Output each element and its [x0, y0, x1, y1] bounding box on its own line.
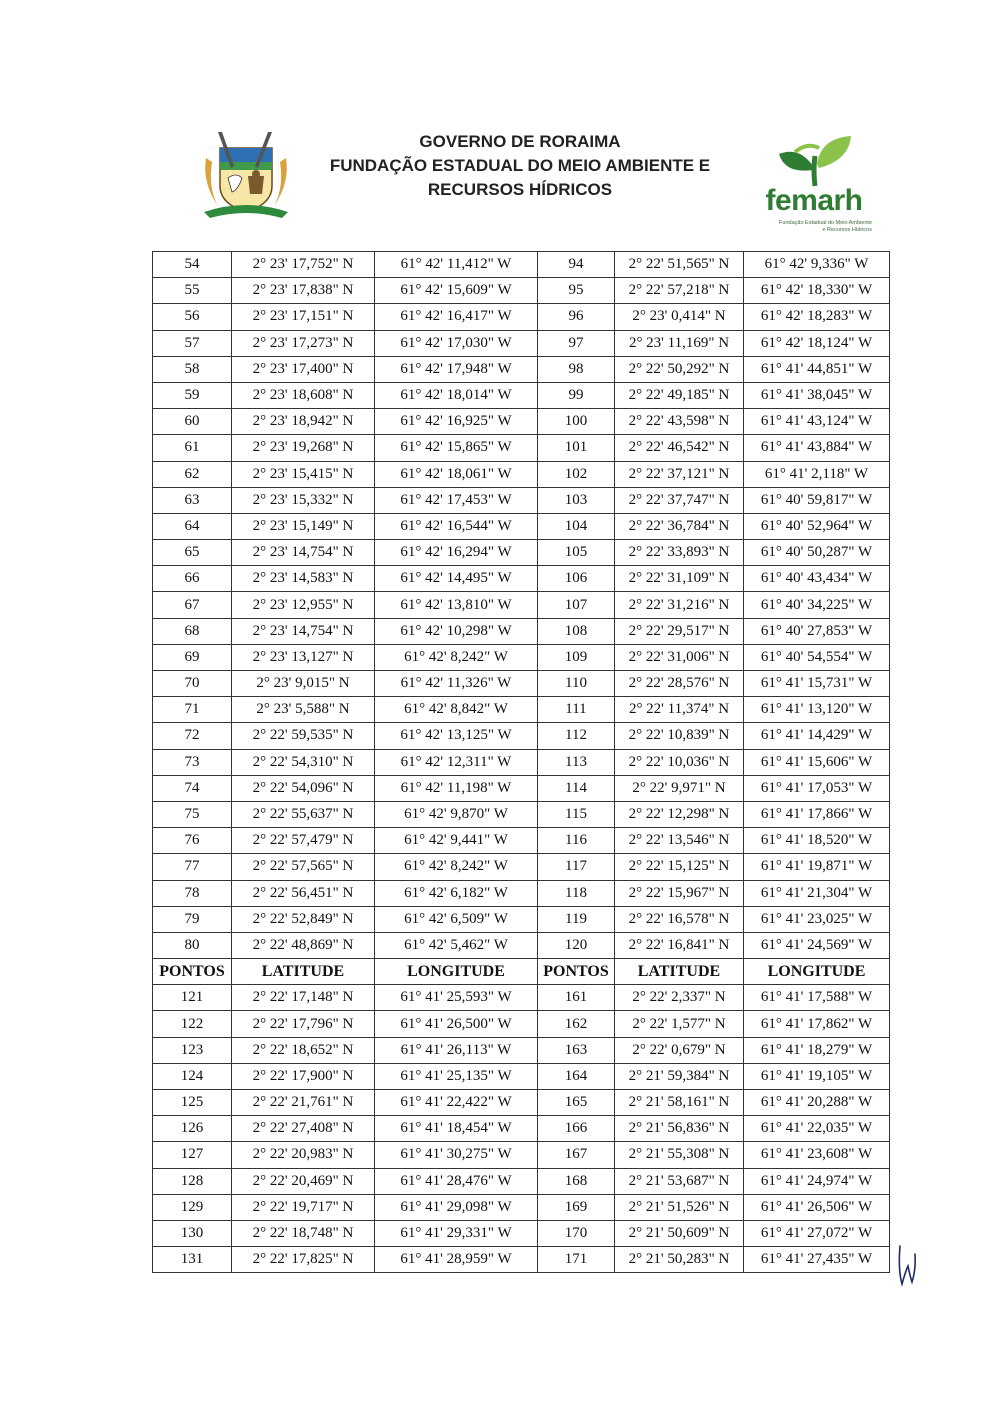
table-cell: 95: [538, 278, 615, 304]
roraima-state-crest-icon: [198, 128, 294, 224]
table-cell: 2° 23' 17,838" N: [232, 278, 375, 304]
table-cell: 61° 42' 17,453" W: [375, 487, 538, 513]
table-cell: 104: [538, 513, 615, 539]
table-cell: 2° 23' 11,169" N: [615, 330, 744, 356]
table-cell: 102: [538, 461, 615, 487]
table-cell: 125: [153, 1090, 232, 1116]
table-cell: 2° 23' 15,332" N: [232, 487, 375, 513]
table-cell: 2° 22' 36,784" N: [615, 513, 744, 539]
table-row: [153, 932, 890, 958]
table-cell: 2° 22' 59,535" N: [232, 723, 375, 749]
table-cell: 117: [538, 854, 615, 880]
table-cell: 96: [538, 304, 615, 330]
table-cell: 2° 22' 56,451" N: [232, 880, 375, 906]
table-cell: 61° 41' 20,288" W: [744, 1090, 890, 1116]
table-cell: 61° 41' 18,454" W: [375, 1116, 538, 1142]
table-cell: 67: [153, 592, 232, 618]
table-cell: 61° 40' 59,817" W: [744, 487, 890, 513]
table-row: [153, 697, 890, 723]
table-cell: 61° 42' 8,242" W: [375, 644, 538, 670]
table-cell: 61° 41' 13,120" W: [744, 697, 890, 723]
table-row: [153, 1011, 890, 1037]
tagline-line-2: e Recursos Hídricos: [822, 226, 872, 233]
table-cell: 61° 42' 18,061" W: [375, 461, 538, 487]
table-cell: 2° 22' 37,121" N: [615, 461, 744, 487]
table-cell: 73: [153, 749, 232, 775]
table-cell: 2° 23' 17,273" N: [232, 330, 375, 356]
table-cell: 131: [153, 1247, 232, 1273]
table-cell: 61° 42' 17,030" W: [375, 330, 538, 356]
table-cell: 2° 22' 55,637" N: [232, 801, 375, 827]
table-cell: 76: [153, 828, 232, 854]
table-cell: 2° 22' 49,185" N: [615, 382, 744, 408]
table-cell: 105: [538, 540, 615, 566]
table-cell: 2° 21' 51,526" N: [615, 1194, 744, 1220]
table-cell: 60: [153, 409, 232, 435]
table-cell: 61° 42' 11,198" W: [375, 775, 538, 801]
table-cell: 71: [153, 697, 232, 723]
table-cell: 2° 23' 12,955" N: [232, 592, 375, 618]
table-cell: 162: [538, 1011, 615, 1037]
table-cell: 112: [538, 723, 615, 749]
table-cell: 165: [538, 1090, 615, 1116]
table-cell: 61° 42' 13,125" W: [375, 723, 538, 749]
table-cell: 2° 21' 56,836" N: [615, 1116, 744, 1142]
table-cell: 98: [538, 356, 615, 382]
table-row: [153, 435, 890, 461]
table-cell: 65: [153, 540, 232, 566]
table-cell: 61° 41' 18,279" W: [744, 1037, 890, 1063]
table-row: [153, 749, 890, 775]
table-cell: 61° 41' 17,866" W: [744, 801, 890, 827]
table-cell: 63: [153, 487, 232, 513]
table-row: [153, 906, 890, 932]
table-cell: 2° 22' 16,841" N: [615, 932, 744, 958]
table-row: [153, 540, 890, 566]
table-row: [153, 1116, 890, 1142]
table-cell: 109: [538, 644, 615, 670]
table-cell: 101: [538, 435, 615, 461]
table-cell: 75: [153, 801, 232, 827]
column-header: LONGITUDE: [744, 959, 890, 985]
table-cell: 2° 22' 12,298" N: [615, 801, 744, 827]
table-cell: 121: [153, 985, 232, 1011]
table-row: [153, 775, 890, 801]
table-row: [153, 1247, 890, 1273]
table-cell: 2° 22' 11,374" N: [615, 697, 744, 723]
table-cell: 2° 22' 1,577" N: [615, 1011, 744, 1037]
table-cell: 78: [153, 880, 232, 906]
table-cell: 114: [538, 775, 615, 801]
table-cell: 61° 41' 29,331" W: [375, 1220, 538, 1246]
table-cell: 61° 42' 9,441" W: [375, 828, 538, 854]
table-row: [153, 1168, 890, 1194]
table-cell: 61° 41' 19,871" W: [744, 854, 890, 880]
table-cell: 61° 42' 13,810" W: [375, 592, 538, 618]
table-cell: 61° 42' 15,865" W: [375, 435, 538, 461]
table-cell: 61° 41' 17,053" W: [744, 775, 890, 801]
column-header: LONGITUDE: [375, 959, 538, 985]
table-row: [153, 1142, 890, 1168]
coordinates-table: [152, 251, 890, 1273]
table-cell: 80: [153, 932, 232, 958]
table-row: [153, 513, 890, 539]
table-cell: 61° 41' 24,974" W: [744, 1168, 890, 1194]
table-cell: 129: [153, 1194, 232, 1220]
table-cell: 2° 22' 18,652" N: [232, 1037, 375, 1063]
table-cell: 61° 41' 21,304" W: [744, 880, 890, 906]
table-cell: 2° 22' 17,825" N: [232, 1247, 375, 1273]
table-row: [153, 1194, 890, 1220]
column-header: PONTOS: [153, 959, 232, 985]
table-cell: 124: [153, 1063, 232, 1089]
table-cell: 113: [538, 749, 615, 775]
table-cell: 2° 22' 20,983" N: [232, 1142, 375, 1168]
table-cell: 2° 23' 14,754" N: [232, 540, 375, 566]
table-cell: 61° 42' 16,417" W: [375, 304, 538, 330]
table-cell: 2° 23' 15,149" N: [232, 513, 375, 539]
table-cell: 2° 23' 17,752" N: [232, 252, 375, 278]
table-cell: 61° 42' 16,544" W: [375, 513, 538, 539]
table-cell: 2° 21' 50,283" N: [615, 1247, 744, 1273]
table-cell: 61° 40' 43,434" W: [744, 566, 890, 592]
femarh-logo-word: femarh: [765, 184, 863, 217]
table-cell: 126: [153, 1116, 232, 1142]
table-cell: 61° 41' 25,593" W: [375, 985, 538, 1011]
table-cell: 2° 21' 59,384" N: [615, 1063, 744, 1089]
table-cell: 61° 41' 2,118" W: [744, 461, 890, 487]
table-row: [153, 801, 890, 827]
table-cell: 2° 22' 20,469" N: [232, 1168, 375, 1194]
table-cell: 2° 22' 27,408" N: [232, 1116, 375, 1142]
table-header-row: [153, 959, 890, 985]
table-cell: 111: [538, 697, 615, 723]
table-cell: 61° 41' 30,275" W: [375, 1142, 538, 1168]
table-row: [153, 356, 890, 382]
table-cell: 169: [538, 1194, 615, 1220]
table-cell: 2° 22' 57,479" N: [232, 828, 375, 854]
table-cell: 97: [538, 330, 615, 356]
table-cell: 66: [153, 566, 232, 592]
table-cell: 2° 22' 2,337" N: [615, 985, 744, 1011]
table-cell: 61° 41' 14,429" W: [744, 723, 890, 749]
table-cell: 2° 22' 37,747" N: [615, 487, 744, 513]
title-line-2: FUNDAÇÃO ESTADUAL DO MEIO AMBIENTE E: [329, 156, 711, 175]
table-cell: 61° 41' 17,588" W: [744, 985, 890, 1011]
table-cell: 2° 23' 18,608" N: [232, 382, 375, 408]
table-cell: 2° 22' 57,218" N: [615, 278, 744, 304]
table-row: [153, 252, 890, 278]
table-cell: 2° 22' 57,565" N: [232, 854, 375, 880]
table-cell: 61° 42' 8,842" W: [375, 697, 538, 723]
table-cell: 69: [153, 644, 232, 670]
table-cell: 74: [153, 775, 232, 801]
table-row: [153, 644, 890, 670]
table-cell: 2° 22' 31,109" N: [615, 566, 744, 592]
table-cell: 2° 22' 31,216" N: [615, 592, 744, 618]
table-cell: 2° 22' 0,679" N: [615, 1037, 744, 1063]
table-cell: 168: [538, 1168, 615, 1194]
table-cell: 56: [153, 304, 232, 330]
table-cell: 115: [538, 801, 615, 827]
table-row: [153, 1220, 890, 1246]
table-cell: 100: [538, 409, 615, 435]
table-cell: 64: [153, 513, 232, 539]
table-cell: 61° 42' 18,014" W: [375, 382, 538, 408]
title-line-3: RECURSOS HÍDRICOS: [427, 180, 613, 199]
table-row: [153, 409, 890, 435]
table-row: [153, 1063, 890, 1089]
table-cell: 59: [153, 382, 232, 408]
table-cell: 103: [538, 487, 615, 513]
document-header: [0, 0, 1000, 250]
table-cell: 2° 23' 0,414" N: [615, 304, 744, 330]
table-row: [153, 1090, 890, 1116]
table-cell: 61° 42' 18,283" W: [744, 304, 890, 330]
table-cell: 123: [153, 1037, 232, 1063]
table-cell: 61° 40' 34,225" W: [744, 592, 890, 618]
column-header: PONTOS: [538, 959, 615, 985]
table-cell: 61° 42' 14,495" W: [375, 566, 538, 592]
table-cell: 2° 22' 17,796" N: [232, 1011, 375, 1037]
table-cell: 106: [538, 566, 615, 592]
table-row: [153, 304, 890, 330]
table-row: [153, 461, 890, 487]
table-cell: 61° 42' 11,326" W: [375, 671, 538, 697]
table-cell: 99: [538, 382, 615, 408]
table-cell: 2° 21' 55,308" N: [615, 1142, 744, 1168]
table-cell: 2° 22' 28,576" N: [615, 671, 744, 697]
table-cell: 2° 23' 15,415" N: [232, 461, 375, 487]
table-cell: 130: [153, 1220, 232, 1246]
table-row: [153, 1037, 890, 1063]
table-cell: 2° 22' 17,148" N: [232, 985, 375, 1011]
table-cell: 2° 23' 17,400" N: [232, 356, 375, 382]
table-cell: 118: [538, 880, 615, 906]
table-cell: 61° 41' 43,884" W: [744, 435, 890, 461]
table-cell: 108: [538, 618, 615, 644]
table-cell: 2° 23' 19,268" N: [232, 435, 375, 461]
title-line-1: GOVERNO DE RORAIMA: [419, 132, 621, 151]
table-cell: 61° 41' 43,124" W: [744, 409, 890, 435]
table-cell: 72: [153, 723, 232, 749]
table-cell: 61° 42' 17,948" W: [375, 356, 538, 382]
table-cell: 61° 41' 17,862" W: [744, 1011, 890, 1037]
table-cell: 61° 41' 29,098" W: [375, 1194, 538, 1220]
table-cell: 61° 40' 27,853" W: [744, 618, 890, 644]
table-cell: 2° 22' 33,893" N: [615, 540, 744, 566]
table-cell: 2° 22' 10,839" N: [615, 723, 744, 749]
table-row: [153, 566, 890, 592]
table-row: [153, 854, 890, 880]
table-cell: 61° 41' 44,851" W: [744, 356, 890, 382]
table-cell: 161: [538, 985, 615, 1011]
table-cell: 61° 41' 22,422" W: [375, 1090, 538, 1116]
table-cell: 61° 41' 23,608" W: [744, 1142, 890, 1168]
table-cell: 61° 41' 23,025" W: [744, 906, 890, 932]
table-cell: 2° 22' 9,971" N: [615, 775, 744, 801]
table-cell: 2° 22' 21,761" N: [232, 1090, 375, 1116]
table-cell: 2° 23' 5,588" N: [232, 697, 375, 723]
table-cell: 61° 42' 18,124" W: [744, 330, 890, 356]
table-row: [153, 330, 890, 356]
table-cell: 107: [538, 592, 615, 618]
table-cell: 2° 21' 53,687" N: [615, 1168, 744, 1194]
table-cell: 61° 42' 6,509" W: [375, 906, 538, 932]
table-cell: 166: [538, 1116, 615, 1142]
table-cell: 2° 22' 15,967" N: [615, 880, 744, 906]
table-cell: 2° 21' 58,161" N: [615, 1090, 744, 1116]
table-row: [153, 487, 890, 513]
table-cell: 2° 22' 54,096" N: [232, 775, 375, 801]
table-cell: 2° 23' 13,127" N: [232, 644, 375, 670]
table-cell: 61° 41' 25,135" W: [375, 1063, 538, 1089]
table-cell: 2° 23' 17,151" N: [232, 304, 375, 330]
table-cell: 2° 23' 14,583" N: [232, 566, 375, 592]
column-header: LATITUDE: [232, 959, 375, 985]
table-cell: 61° 42' 5,462" W: [375, 932, 538, 958]
table-cell: 164: [538, 1063, 615, 1089]
table-cell: 2° 22' 18,748" N: [232, 1220, 375, 1246]
table-cell: 122: [153, 1011, 232, 1037]
table-cell: 61° 42' 16,294" W: [375, 540, 538, 566]
table-cell: 2° 22' 17,900" N: [232, 1063, 375, 1089]
table-cell: 54: [153, 252, 232, 278]
table-cell: 61° 41' 26,500" W: [375, 1011, 538, 1037]
table-cell: 61° 41' 27,435" W: [744, 1247, 890, 1273]
table-cell: 2° 22' 31,006" N: [615, 644, 744, 670]
table-cell: 61° 42' 12,311" W: [375, 749, 538, 775]
table-row: [153, 880, 890, 906]
table-cell: 127: [153, 1142, 232, 1168]
table-row: [153, 382, 890, 408]
table-cell: 61° 40' 50,287" W: [744, 540, 890, 566]
table-cell: 70: [153, 671, 232, 697]
table-cell: 61° 42' 16,925" W: [375, 409, 538, 435]
table-cell: 2° 22' 43,598" N: [615, 409, 744, 435]
table-cell: 61° 41' 24,569" W: [744, 932, 890, 958]
table-cell: 58: [153, 356, 232, 382]
table-cell: 2° 22' 51,565" N: [615, 252, 744, 278]
tagline-line-1: Fundação Estadual do Meio Ambiente: [779, 220, 872, 226]
coordinates-table-body: [153, 252, 890, 1273]
table-cell: 61° 42' 9,336" W: [744, 252, 890, 278]
table-cell: 61° 42' 6,182" W: [375, 880, 538, 906]
institution-title: [300, 130, 740, 202]
table-cell: 94: [538, 252, 615, 278]
table-cell: 2° 23' 14,754" N: [232, 618, 375, 644]
table-cell: 57: [153, 330, 232, 356]
table-cell: 61° 40' 54,554" W: [744, 644, 890, 670]
table-cell: 128: [153, 1168, 232, 1194]
table-cell: 61° 41' 28,476" W: [375, 1168, 538, 1194]
table-cell: 2° 22' 50,292" N: [615, 356, 744, 382]
table-cell: 61° 42' 18,330" W: [744, 278, 890, 304]
table-row: [153, 723, 890, 749]
table-cell: 2° 22' 15,125" N: [615, 854, 744, 880]
table-cell: 62: [153, 461, 232, 487]
table-cell: 171: [538, 1247, 615, 1273]
table-cell: 2° 22' 10,036" N: [615, 749, 744, 775]
table-cell: 2° 22' 19,717" N: [232, 1194, 375, 1220]
table-cell: 61° 41' 18,520" W: [744, 828, 890, 854]
table-cell: 2° 22' 29,517" N: [615, 618, 744, 644]
table-cell: 55: [153, 278, 232, 304]
table-cell: 167: [538, 1142, 615, 1168]
table-cell: 61° 41' 15,606" W: [744, 749, 890, 775]
table-cell: 61° 41' 28,959" W: [375, 1247, 538, 1273]
table-cell: 2° 22' 54,310" N: [232, 749, 375, 775]
table-cell: 61° 41' 19,105" W: [744, 1063, 890, 1089]
table-cell: 61° 42' 10,298" W: [375, 618, 538, 644]
table-cell: 163: [538, 1037, 615, 1063]
column-header: LATITUDE: [615, 959, 744, 985]
table-cell: 79: [153, 906, 232, 932]
table-row: [153, 278, 890, 304]
table-cell: 2° 22' 48,869" N: [232, 932, 375, 958]
table-cell: 61° 41' 38,045" W: [744, 382, 890, 408]
table-cell: 61: [153, 435, 232, 461]
table-cell: 61° 42' 11,412" W: [375, 252, 538, 278]
table-cell: 61° 40' 52,964" W: [744, 513, 890, 539]
table-cell: 2° 21' 50,609" N: [615, 1220, 744, 1246]
table-cell: 61° 41' 15,731" W: [744, 671, 890, 697]
table-row: [153, 828, 890, 854]
table-row: [153, 985, 890, 1011]
table-cell: 116: [538, 828, 615, 854]
table-cell: 110: [538, 671, 615, 697]
table-cell: 77: [153, 854, 232, 880]
table-cell: 61° 42' 15,609" W: [375, 278, 538, 304]
table-cell: 2° 22' 13,546" N: [615, 828, 744, 854]
table-cell: 2° 22' 46,542" N: [615, 435, 744, 461]
table-cell: 61° 41' 26,113" W: [375, 1037, 538, 1063]
table-cell: 61° 41' 27,072" W: [744, 1220, 890, 1246]
table-cell: 61° 42' 8,242" W: [375, 854, 538, 880]
table-row: [153, 618, 890, 644]
table-cell: 2° 23' 18,942" N: [232, 409, 375, 435]
table-row: [153, 671, 890, 697]
table-cell: 2° 22' 52,849" N: [232, 906, 375, 932]
table-cell: 2° 22' 16,578" N: [615, 906, 744, 932]
table-cell: 2° 23' 9,015" N: [232, 671, 375, 697]
table-cell: 120: [538, 932, 615, 958]
table-cell: 119: [538, 906, 615, 932]
femarh-logo-tagline: [754, 220, 872, 233]
table-row: [153, 592, 890, 618]
table-cell: 61° 41' 22,035" W: [744, 1116, 890, 1142]
handwritten-initial-icon: [896, 1240, 918, 1290]
table-cell: 61° 42' 9,870" W: [375, 801, 538, 827]
table-cell: 61° 41' 26,506" W: [744, 1194, 890, 1220]
table-cell: 170: [538, 1220, 615, 1246]
table-cell: 68: [153, 618, 232, 644]
